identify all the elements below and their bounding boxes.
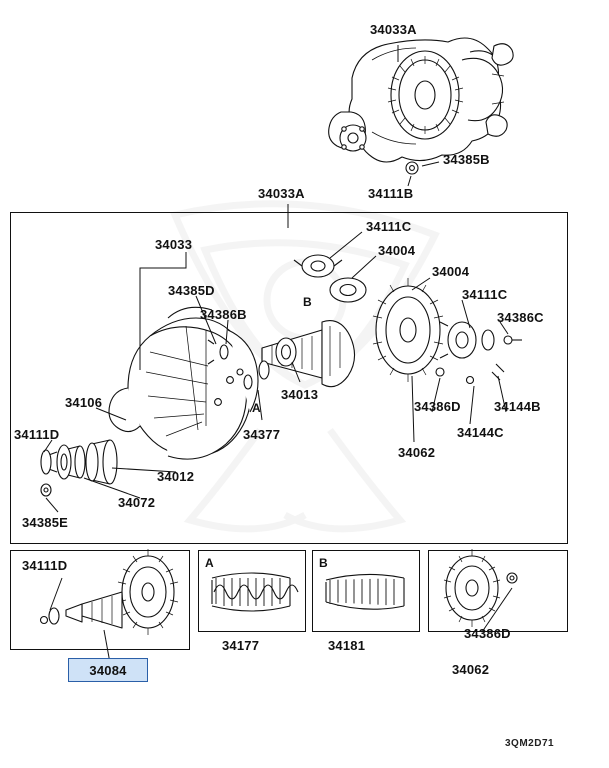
label-34062-panel: 34062 — [452, 662, 490, 677]
callout-B-panel: B — [319, 556, 328, 570]
label-34004-lower: 34004 — [432, 264, 470, 279]
label-34013: 34013 — [281, 387, 319, 402]
label-34111C-upper: 34111C — [366, 219, 412, 234]
label-34385D: 34385D — [168, 283, 215, 298]
callout-B-main: B — [303, 295, 312, 309]
label-34386B: 34386B — [200, 307, 247, 322]
label-34004-upper: 34004 — [378, 243, 416, 258]
callout-A-main: A — [252, 401, 261, 415]
label-34111C-lower: 34111C — [462, 287, 508, 302]
label-34181: 34181 — [328, 638, 366, 653]
label-34072: 34072 — [118, 495, 156, 510]
label-34111B: 34111B — [368, 186, 414, 201]
label-34033: 34033 — [155, 237, 193, 252]
label-34385B: 34385B — [443, 152, 490, 167]
label-34106: 34106 — [65, 395, 103, 410]
callout-A-panel: A — [205, 556, 214, 570]
label-34033A-main: 34033A — [258, 186, 305, 201]
label-34377: 34377 — [243, 427, 281, 442]
label-34033A-top: 34033A — [370, 22, 417, 37]
diagram-footer-code: 3QM2D71 — [505, 738, 555, 749]
label-34111D-main: 34111D — [14, 427, 60, 442]
label-34386D-panel: 34386D — [464, 626, 511, 641]
label-34062-main: 34062 — [398, 445, 436, 460]
label-34111D-panel: 34111D — [22, 558, 68, 573]
label-34386D-main: 34386D — [414, 399, 461, 414]
highlighted-part-label: 34084 — [89, 662, 127, 678]
label-34144B: 34144B — [494, 399, 541, 414]
label-34385E: 34385E — [22, 515, 69, 530]
highlighted-part-34084[interactable] — [68, 658, 148, 682]
label-34144C: 34144C — [457, 425, 504, 440]
label-34177: 34177 — [222, 638, 260, 653]
label-34012: 34012 — [157, 469, 195, 484]
label-34386C: 34386C — [497, 310, 544, 325]
